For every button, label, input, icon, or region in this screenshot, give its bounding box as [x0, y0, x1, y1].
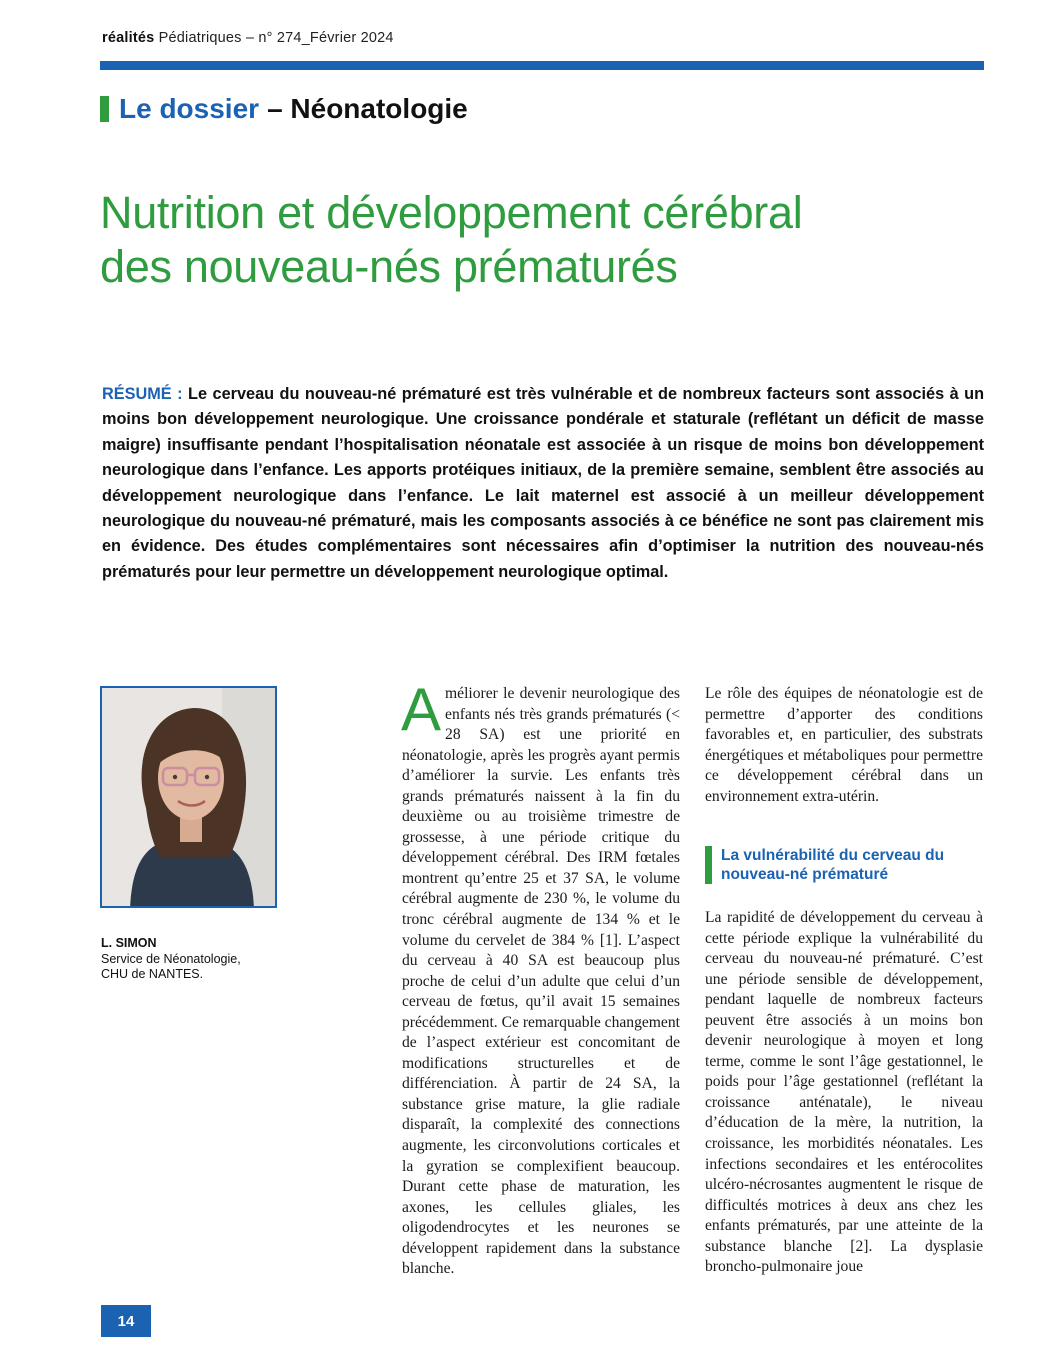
body-paragraph-3: La rapidité de développement du cerveau à cette période explique la vulnérabilité du cerveau du nouveau-né prématuré. C’est une période sensible de développement, pendant laquelle de nombreux facteurs peuvent être associés à un moins bon devenir neurologique à moyen et long terme, comme le sont l’âge gestationnel, le poids pour l’âge gestationnel (reflétant la croissance anténatale), le niveau d’éducation de la mère, la nutrition, la croissance, les morbidités néonatales. Les infections secondaires et les entérocolites ulcéro-nécrosantes augmentent le risque de difficultés motrices à deux ans chez les enfants prématurés, par une atteinte de la substance blanche [2]. La dysplasie broncho-pulmonaire joue — [705, 909, 983, 1276]
header-rule — [100, 61, 984, 70]
running-header — [102, 30, 394, 46]
author-portrait-image — [102, 688, 277, 908]
journal-brand: réalités — [102, 30, 155, 46]
section-marker — [100, 96, 109, 122]
title-line-1: Nutrition et développement cérébral — [100, 187, 803, 238]
subheading — [705, 846, 985, 884]
title-line-2: des nouveau-nés prématurés — [100, 241, 678, 292]
subheading-text: La vulnérabilité du cerveau du nouveau-né prématuré — [721, 847, 945, 883]
abstract — [102, 382, 984, 585]
section-label: Le dossier — [119, 93, 260, 124]
author-institution: CHU de NANTES. — [101, 967, 204, 981]
journal-issue: Pédiatriques – n° 274_Février 2024 — [158, 30, 394, 46]
article-title — [100, 186, 984, 294]
page-number: 14 — [101, 1305, 151, 1337]
body-paragraph-1: méliorer le devenir neurologique des enfants nés très grands prématurés (< 28 SA) est une priorité en néonatologie, après les progrès ayant permis d’améliorer la survie. Les enfants très grands prématurés naissent à la fin du deuxième ou au troisième trimestre de grossesse, à une période critique du développement cérébral. Des IRM fœtales montrent qu’entre 25 et 37 SA, le volume cérébral augmente de 230 %, le volume du tronc cérébral augmente de 134 % et le volume du cervelet de 384 % [1]. L’aspect du cerveau à 40 SA est beaucoup plus proche de celui d’un adulte que celui d’un cerveau de fœtus, qu’il avait 15 semaines précédemment. Ce remarquable changement de l’aspect extérieur est concomitant de modifications structurelles et de différenciation. À partir de 24 SA, la substance grise mature, la glie radiale disparaît, la complexité des connections augmente, les circonvolutions corticales et la gyration se complexifient beaucoup. Durant cette phase de maturation, les axones, les cellules gliales, les oligodendrocytes et les neurones se développent rapidement dans la substance blanche. — [402, 685, 680, 1278]
subheading-marker — [705, 846, 712, 884]
body-column-2-body — [705, 908, 983, 1278]
drop-cap: A — [401, 676, 442, 743]
author-block — [101, 936, 241, 983]
author-photo — [100, 686, 277, 908]
section-topic: – Néonatologie — [267, 93, 468, 124]
author-name: L. SIMON — [101, 936, 157, 950]
body-column-1 — [401, 676, 680, 1280]
section-heading — [100, 92, 468, 126]
author-service: Service de Néonatologie, — [101, 951, 241, 966]
abstract-label: RÉSUMÉ : — [102, 385, 183, 403]
body-paragraph-2: Le rôle des équipes de néonatologie est de permettre d’apporter des conditions favorables et, en particulier, des substrats énergétiques et métaboliques pour permettre ce développement cérébral dans un environnement extra-utérin. — [705, 685, 983, 805]
abstract-text: Le cerveau du nouveau-né prématuré est très vulnérable et de nombreux facteurs sont associés à un moins bon développement neurologique. Une croissance pondérale et staturale (reflétant un déficit de masse maigre) insuffisante pendant l’hospitalisation néonatale est associée à un risque de moins bon développement neurologique dans l’enfance. Les apports protéiques initiaux, de la première semaine, semblent être associés au développement neurologique dans l’enfance. Le lait maternel est associé à un meilleur développement neurologique du nouveau-né prématuré, mais les composants associés à ce bénéfice ne sont pas clairement mis en évidence. Des études complémentaires sont nécessaires afin d’optimiser la nutrition des nouveau-nés prématurés pour leur permettre un développement neurologique optimal. — [102, 385, 985, 581]
body-column-2-intro — [705, 684, 983, 807]
